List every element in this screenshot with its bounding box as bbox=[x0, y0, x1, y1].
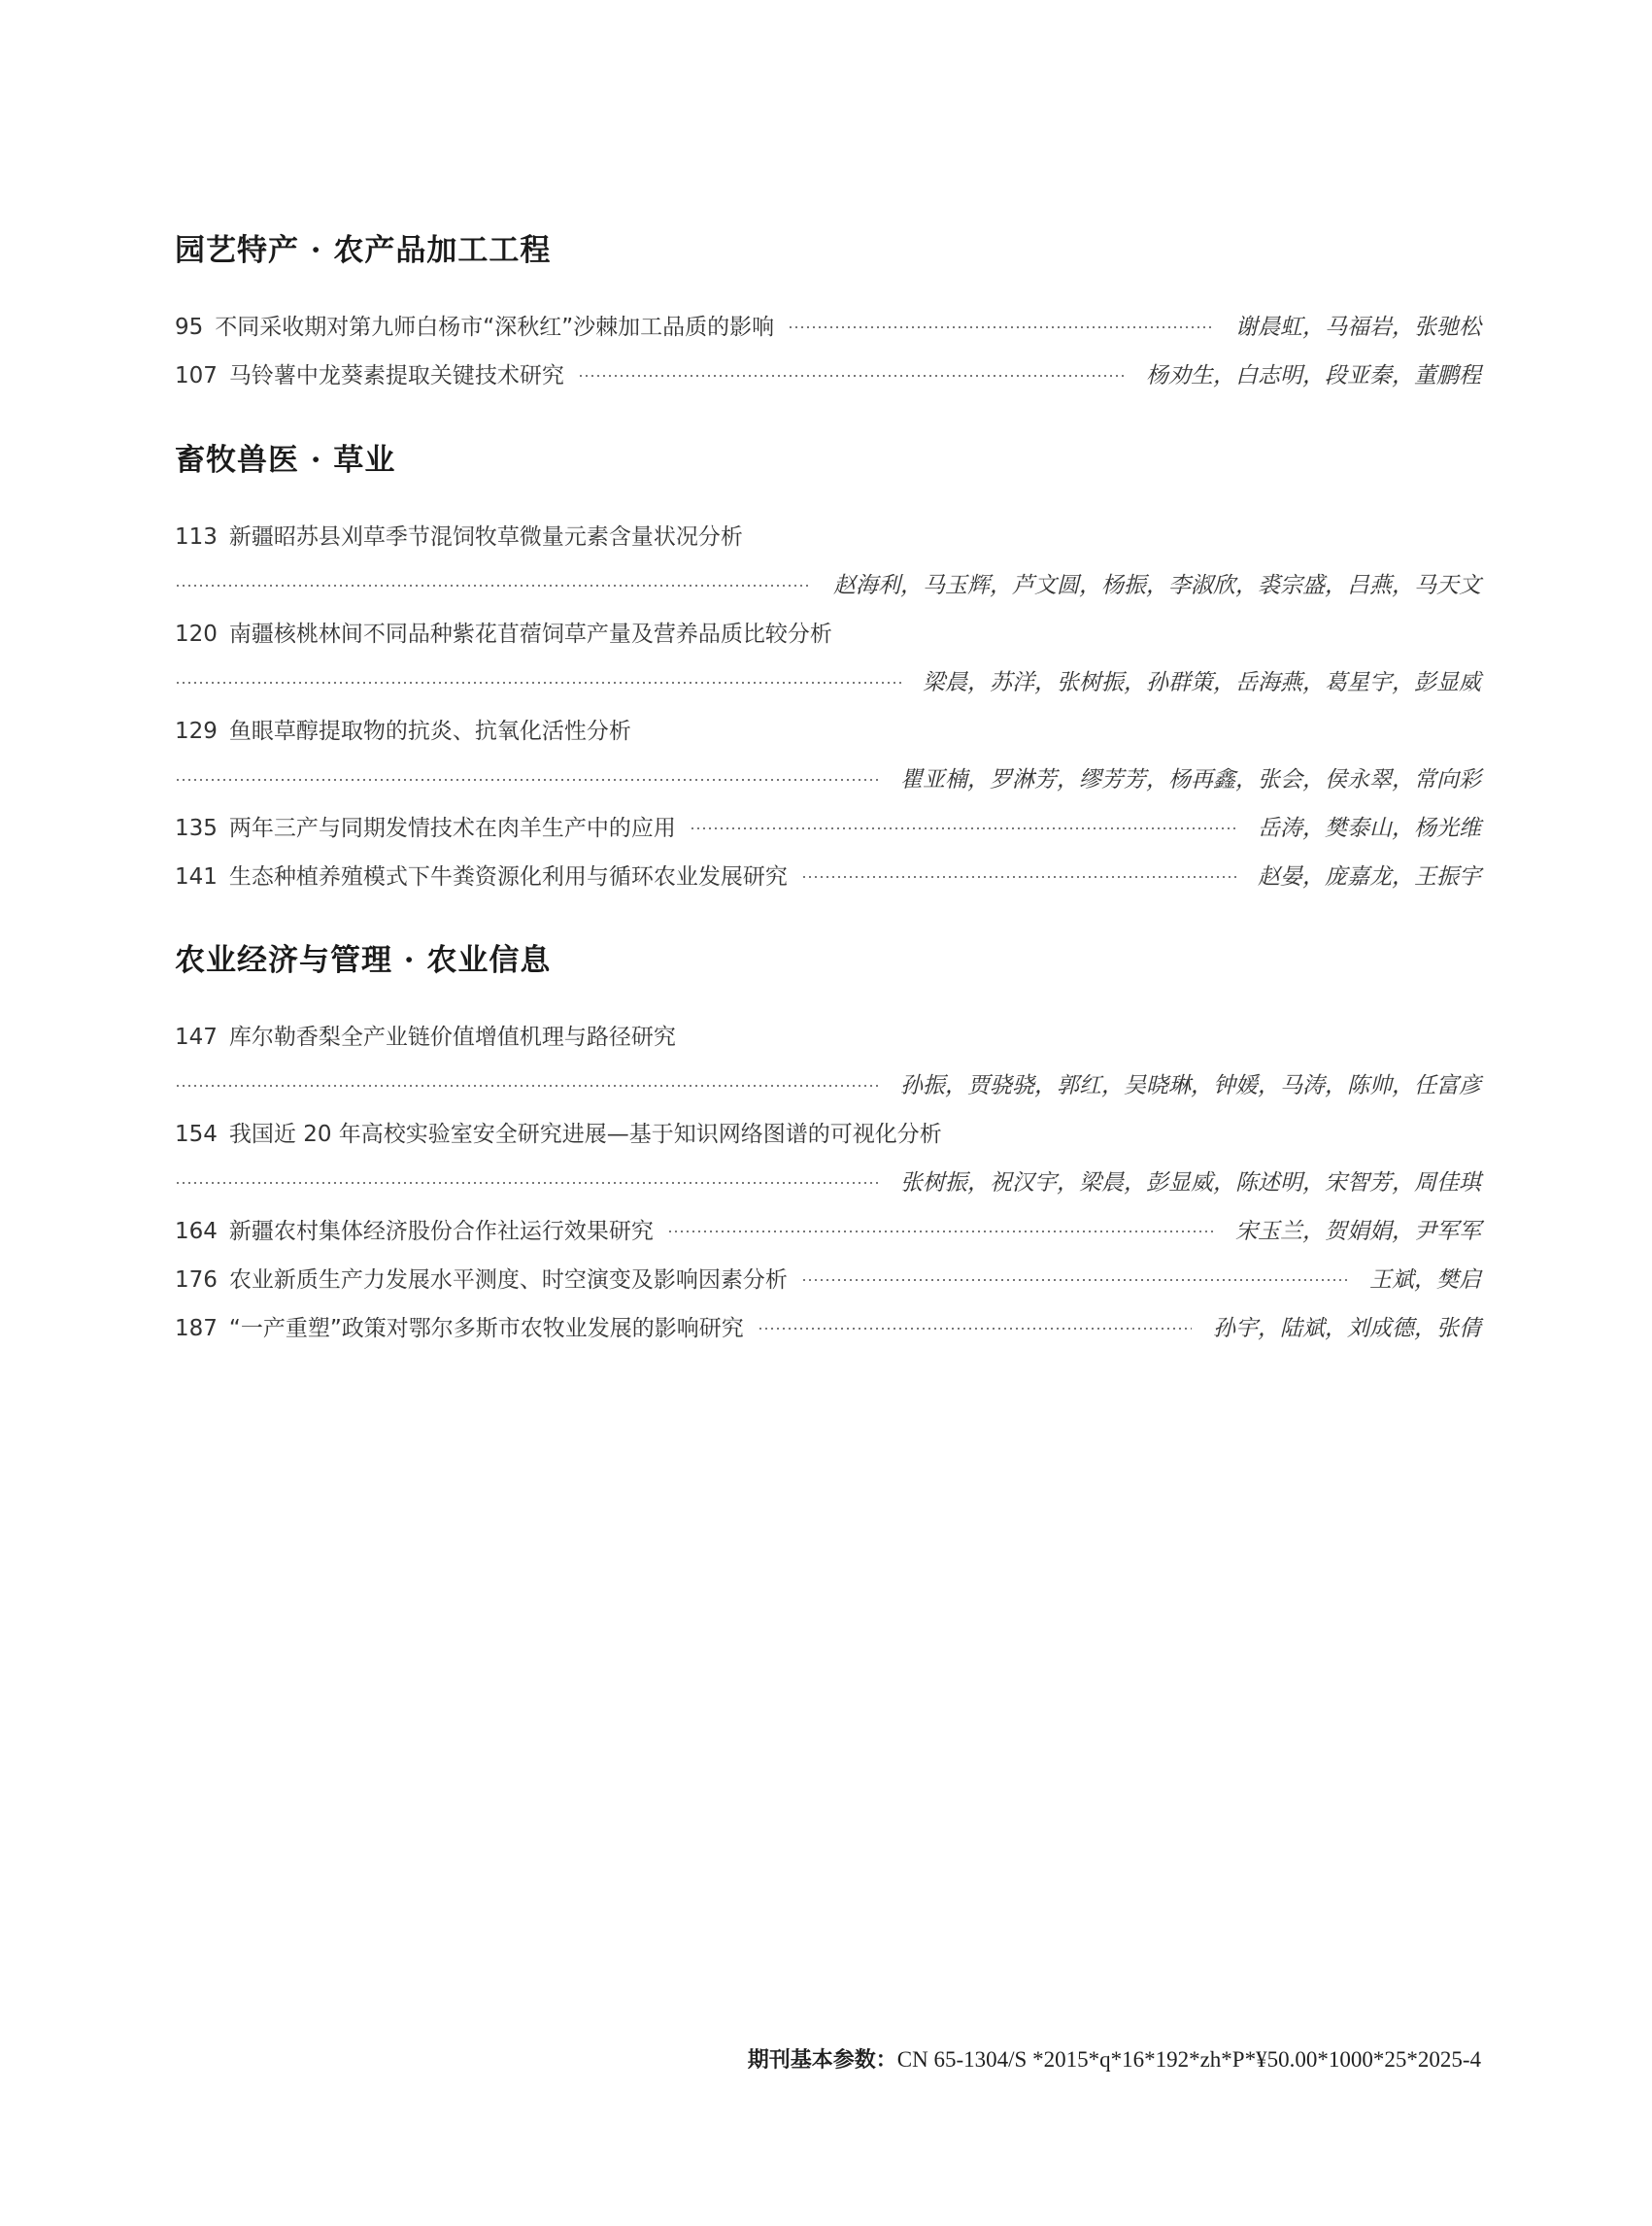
entry-title: 农业新质生产力发展水平测度、时空演变及影响因素分析 bbox=[228, 1266, 788, 1293]
toc-entry[interactable] bbox=[175, 704, 1481, 801]
entry-title: 新疆农村集体经济股份合作社运行效果研究 bbox=[228, 1218, 654, 1244]
dot-leader bbox=[175, 779, 879, 781]
entry-page-number: 95 bbox=[175, 314, 204, 340]
section-title-animal-husbandry: 畜牧兽医 · 草业 bbox=[175, 443, 396, 478]
entry-authors: 岳涛，樊泰山，杨光维 bbox=[1258, 815, 1481, 841]
entry-page-number: 107 bbox=[175, 362, 218, 388]
entry-authors: 杨劝生，白志明，段亚秦，董鹏程 bbox=[1146, 362, 1481, 388]
entry-page-number: 187 bbox=[175, 1315, 218, 1341]
footer-value: CN 65-1304/S *2015*q*16*192*zh*P*¥50.00*1000*25*2025-4 bbox=[896, 2047, 1481, 2072]
dot-leader bbox=[578, 375, 1125, 377]
footer-label: 期刊基本参数： bbox=[747, 2048, 897, 2073]
toc-entry[interactable] bbox=[175, 1204, 1481, 1253]
entry-page-number: 154 bbox=[175, 1121, 218, 1147]
dot-leader bbox=[690, 827, 1236, 829]
entry-authors: 谢晨虹，马福岩，张驰松 bbox=[1235, 314, 1481, 340]
entry-title: 生态种植养殖模式下牛粪资源化利用与循环农业发展研究 bbox=[228, 863, 788, 890]
entry-authors: 瞿亚楠，罗淋芳，缪芳芳，杨再鑫，张会，侯永翠，常向彩 bbox=[900, 766, 1481, 793]
entry-authors: 赵晏，庞嘉龙，王振宇 bbox=[1258, 863, 1481, 890]
toc-entry[interactable] bbox=[175, 510, 1481, 607]
toc-entry[interactable] bbox=[175, 607, 1481, 704]
toc-entry[interactable] bbox=[175, 1253, 1481, 1301]
entry-title: 南疆核桃林间不同品种紫花苜蓿饲草产量及营养品质比较分析 bbox=[228, 621, 832, 647]
toc-entry[interactable] bbox=[175, 300, 1481, 349]
toc-entry[interactable] bbox=[175, 850, 1481, 898]
entry-page-number: 120 bbox=[175, 621, 218, 647]
entry-page-number: 135 bbox=[175, 815, 218, 841]
entry-page-number: 176 bbox=[175, 1266, 218, 1293]
entry-page-number: 113 bbox=[175, 523, 218, 550]
entry-title: 鱼眼草醇提取物的抗炎、抗氧化活性分析 bbox=[228, 718, 631, 744]
entry-title: 两年三产与同期发情技术在肉羊生产中的应用 bbox=[228, 815, 676, 841]
entry-page-number: 129 bbox=[175, 718, 218, 744]
entry-authors: 梁晨，苏洋，张树振，孙群策，岳海燕，葛星宇，彭显威 bbox=[923, 669, 1481, 695]
section-title-agri-economics: 农业经济与管理 · 农业信息 bbox=[175, 943, 552, 978]
toc-entry[interactable] bbox=[175, 1301, 1481, 1350]
entry-title: 我国近 20 年高校实验室安全研究进展—基于知识网络图谱的可视化分析 bbox=[228, 1121, 942, 1147]
entry-title: 不同采收期对第九师白杨市“深秋红”沙棘加工品质的影响 bbox=[215, 314, 775, 340]
entry-title: 库尔勒香梨全产业链价值增值机理与路径研究 bbox=[228, 1024, 676, 1050]
entry-authors: 孙振，贾骁骁，郭红，吴晓琳，钟媛，马涛，陈帅，任富彦 bbox=[900, 1072, 1481, 1098]
entry-authors: 宋玉兰，贺娟娟，尹军军 bbox=[1235, 1218, 1481, 1244]
toc-entry[interactable] bbox=[175, 349, 1481, 397]
entry-authors: 王斌，樊启 bbox=[1369, 1266, 1481, 1293]
journal-parameters-footer bbox=[748, 2043, 1481, 2074]
entry-authors: 孙宇，陆斌，刘成德，张倩 bbox=[1213, 1315, 1481, 1341]
dot-leader bbox=[175, 682, 901, 684]
toc-entry[interactable] bbox=[175, 1010, 1481, 1107]
toc-entry[interactable] bbox=[175, 801, 1481, 850]
entry-page-number: 164 bbox=[175, 1218, 218, 1244]
dot-leader bbox=[801, 1279, 1348, 1281]
section-title-horticulture: 园艺特产 · 农产品加工工程 bbox=[175, 233, 552, 268]
dot-leader bbox=[801, 876, 1236, 878]
dot-leader bbox=[788, 326, 1214, 328]
entry-authors: 赵海利，马玉辉，芦文圆，杨振，李淑欣，裘宗盛，吕燕，马天文 bbox=[833, 572, 1481, 598]
entry-page-number: 147 bbox=[175, 1024, 218, 1050]
entry-authors: 张树振，祝汉宇，梁晨，彭显威，陈述明，宋智芳，周佳琪 bbox=[900, 1169, 1481, 1196]
toc-entry[interactable] bbox=[175, 1107, 1481, 1204]
dot-leader bbox=[667, 1231, 1214, 1232]
entry-title: 马铃薯中龙葵素提取关键技术研究 bbox=[228, 362, 564, 388]
entry-page-number: 141 bbox=[175, 863, 218, 890]
entry-title: 新疆昭苏县刈草季节混饲牧草微量元素含量状况分析 bbox=[228, 523, 743, 550]
entry-title: “一产重塑”政策对鄂尔多斯市农牧业发展的影响研究 bbox=[228, 1315, 744, 1341]
dot-leader bbox=[175, 585, 812, 587]
dot-leader bbox=[175, 1085, 879, 1087]
dot-leader bbox=[758, 1328, 1192, 1330]
dot-leader bbox=[175, 1182, 879, 1184]
